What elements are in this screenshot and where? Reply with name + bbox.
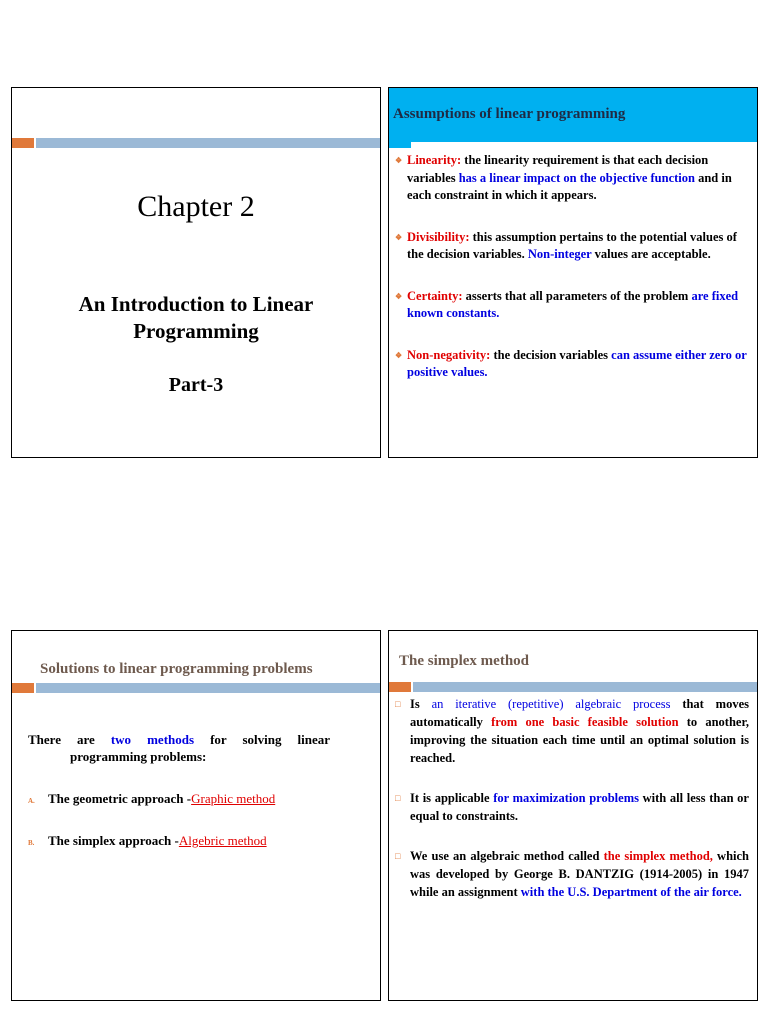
list-item: B. The simplex approach - Algebric method bbox=[28, 833, 267, 848]
simplex-list bbox=[395, 695, 749, 923]
accent-bar bbox=[389, 682, 757, 692]
list-item: ❖ Linearity: the linearity requirement is that each decision variables has a linear impact on the objective function and in each constraint in which it appears. bbox=[395, 152, 751, 205]
list-item: ❖ Certainty: asserts that all parameters of the problem are fixed known constants. bbox=[395, 288, 751, 323]
diamond-bullet-icon: ❖ bbox=[395, 291, 403, 301]
graphic-method-link[interactable]: Graphic method bbox=[191, 791, 276, 806]
chapter-subtitle: An Introduction to Linear Programming bbox=[78, 292, 314, 343]
diamond-bullet-icon: ❖ bbox=[395, 232, 403, 242]
list-item: □ Is an iterative (repetitive) algebraic process that moves automatically from one basic feasible solution to another, improving the situation each time until an optimal solution is reached. bbox=[395, 697, 750, 765]
accent-bar bbox=[12, 683, 380, 693]
diamond-bullet-icon: ❖ bbox=[395, 156, 403, 165]
square-bullet-icon: □ bbox=[395, 699, 401, 709]
list-item: ❖ Non-negativity: the decision variables can assume either zero or positive values. bbox=[395, 347, 751, 382]
assumption-list bbox=[395, 152, 751, 406]
slide-solutions bbox=[11, 630, 381, 1001]
slide-header bbox=[389, 88, 757, 142]
list-item: □ We use an algebraic method called the simplex method, which was developed by George B. DANTZIG (1914-2005) in 1947 while an assignment with the U.S. Department of the air force. bbox=[395, 849, 749, 899]
slide-title: Solutions to linear programming problems bbox=[40, 661, 313, 677]
square-bullet-icon: □ bbox=[395, 793, 401, 803]
square-bullet-icon: □ bbox=[395, 851, 401, 861]
chapter-title: Chapter 2 bbox=[137, 190, 255, 223]
slide-title: The simplex method bbox=[399, 653, 530, 669]
slide-title: Assumptions of linear programming bbox=[393, 106, 626, 122]
algebric-method-link[interactable]: Algebric method bbox=[178, 833, 267, 848]
intro-text: There are two methods for solving linear programming problems: bbox=[28, 732, 331, 764]
accent-bar bbox=[12, 138, 380, 148]
list-item: □ It is applicable for maximization problems with all less than or equal to constraints. bbox=[395, 791, 749, 823]
chapter-part: Part-3 bbox=[168, 374, 224, 396]
list-item: A. The geometric approach - Graphic method bbox=[28, 791, 276, 806]
list-item: ❖ Divisibility: this assumption pertains to the potential values of the decision variables. Non-integer values are acceptable. bbox=[395, 229, 751, 264]
slide-chapter-title bbox=[11, 87, 381, 458]
slide-simplex-method bbox=[388, 630, 758, 1001]
slide-assumptions bbox=[388, 87, 758, 458]
diamond-bullet-icon: ❖ bbox=[395, 350, 403, 360]
